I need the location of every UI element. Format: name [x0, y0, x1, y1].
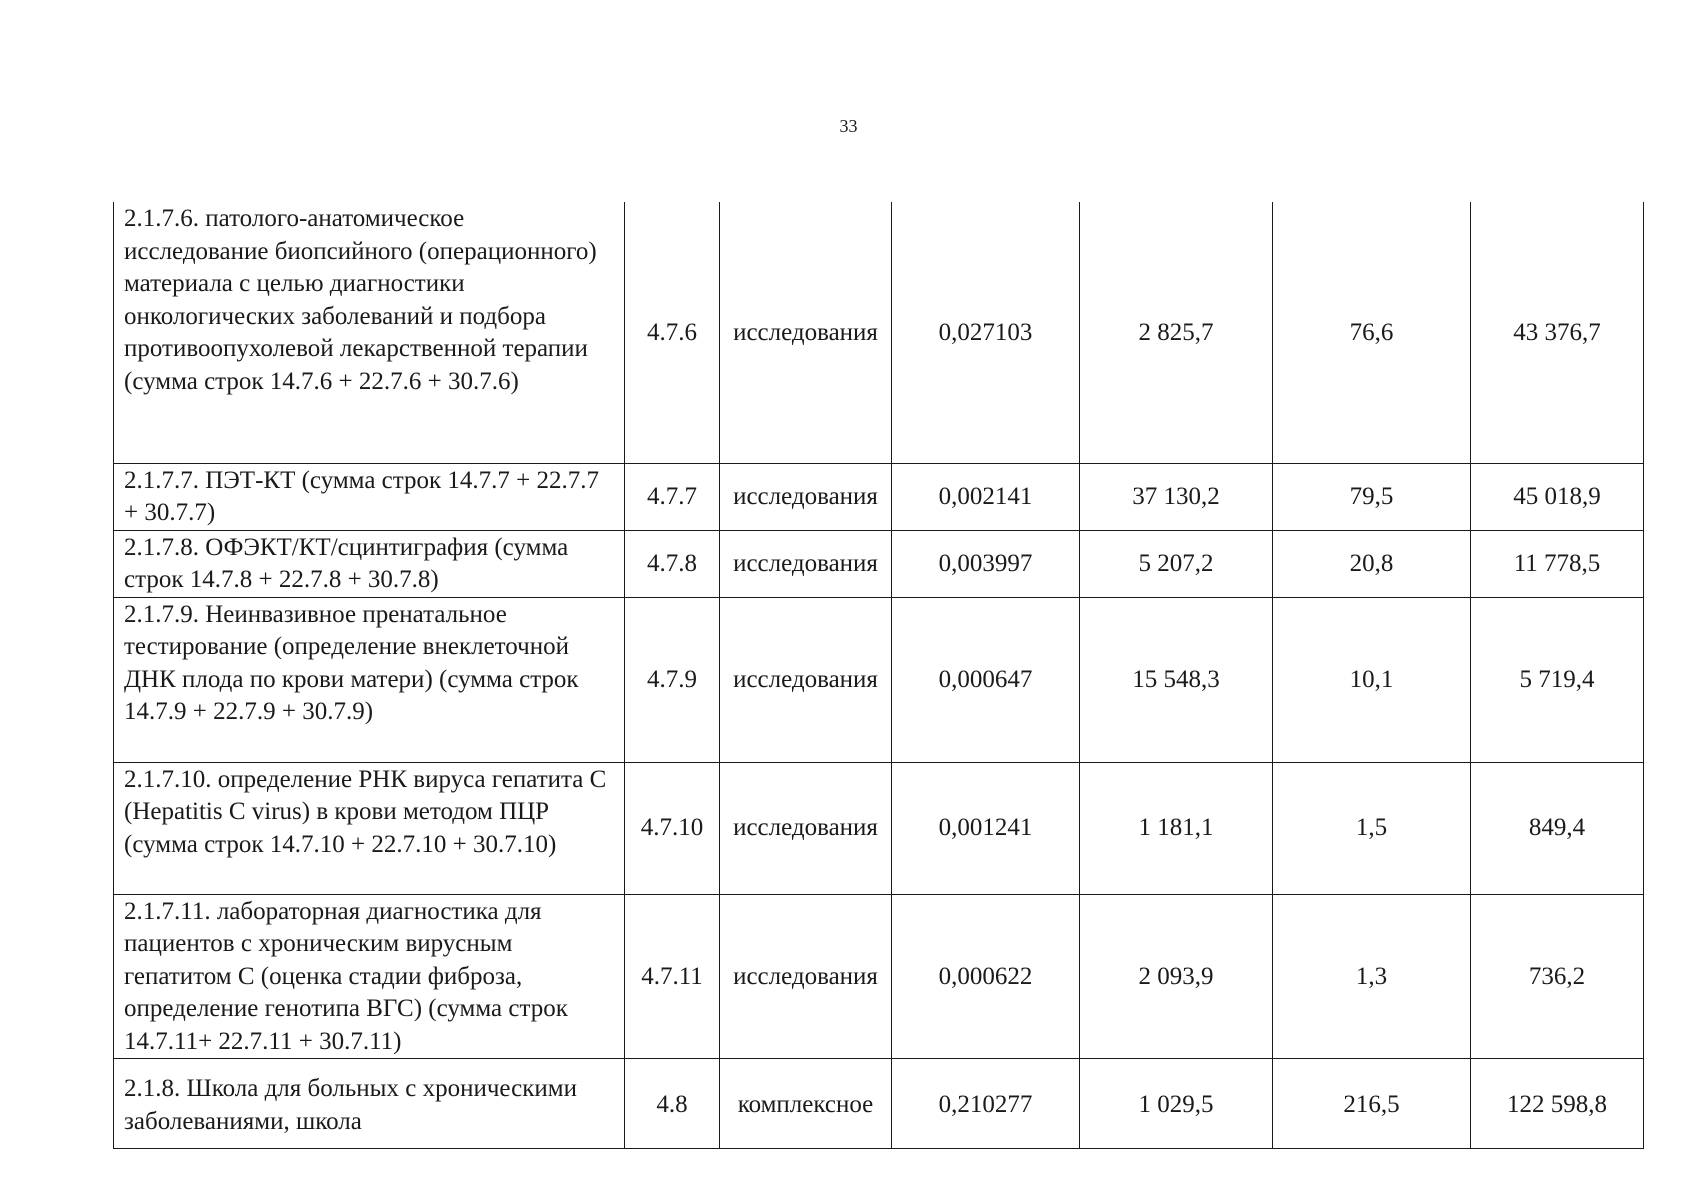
row-code: 4.7.7 [625, 463, 720, 530]
page-number: 33 [839, 116, 858, 136]
table-row [114, 762, 1644, 894]
row-unit: исследования [720, 597, 892, 762]
row-cost: 37 130,2 [1080, 463, 1273, 530]
row-code: 4.7.9 [625, 597, 720, 762]
row-unit: комплексное [720, 1059, 892, 1149]
row-code: 4.7.6 [625, 202, 720, 463]
row-per-capita: 76,6 [1273, 202, 1471, 463]
row-code: 4.7.8 [625, 530, 720, 597]
row-per-capita: 216,5 [1273, 1059, 1471, 1149]
table-row [114, 597, 1644, 762]
row-total: 122 598,8 [1471, 1059, 1644, 1149]
row-name: 2.1.7.9. Неинвазивное пренатальное тестирование (определение внеклеточной ДНК плода по крови матери) (сумма строк 14.7.9 + 22.7.9 + 30.7.9) [114, 597, 625, 762]
row-total: 849,4 [1471, 762, 1644, 894]
row-norm: 0,000622 [892, 894, 1080, 1059]
row-name: 2.1.7.8. ОФЭКТ/КТ/сцинтиграфия (сумма строк 14.7.8 + 22.7.8 + 30.7.8) [114, 530, 625, 597]
row-name: 2.1.7.10. определение РНК вируса гепатита С (Hepatitis C virus) в крови методом ПЦР (сумма строк 14.7.10 + 22.7.10 + 30.7.10) [114, 762, 625, 894]
row-unit: исследования [720, 894, 892, 1059]
row-unit: исследования [720, 762, 892, 894]
row-total: 11 778,5 [1471, 530, 1644, 597]
row-norm: 0,001241 [892, 762, 1080, 894]
table-row [114, 1059, 1644, 1149]
row-total: 736,2 [1471, 894, 1644, 1059]
row-code: 4.7.11 [625, 894, 720, 1059]
row-name: 2.1.7.6. патолого-анатомическое исследование биопсийного (операционного) материала с целью диагностики онкологических заболеваний и подбора противоопухолевой лекарственной терапии (сумма строк 14.7.6 + 22.7.6 + 30.7.6) [114, 202, 625, 463]
row-norm: 0,000647 [892, 597, 1080, 762]
row-unit: исследования [720, 463, 892, 530]
row-cost: 5 207,2 [1080, 530, 1273, 597]
row-norm: 0,003997 [892, 530, 1080, 597]
row-cost: 1 029,5 [1080, 1059, 1273, 1149]
row-cost: 2 093,9 [1080, 894, 1273, 1059]
table-row [114, 463, 1644, 530]
row-per-capita: 20,8 [1273, 530, 1471, 597]
row-name: 2.1.7.11. лабораторная диагностика для пациентов с хроническим вирусным гепатитом С (оценка стадии фиброза, определение генотипа ВГС) (сумма строк 14.7.11+ 22.7.11 + 30.7.11) [114, 894, 625, 1059]
row-cost: 2 825,7 [1080, 202, 1273, 463]
table-row [114, 530, 1644, 597]
table-row [114, 894, 1644, 1059]
data-table [113, 202, 1644, 1149]
row-per-capita: 1,5 [1273, 762, 1471, 894]
row-total: 43 376,7 [1471, 202, 1644, 463]
row-norm: 0,027103 [892, 202, 1080, 463]
row-cost: 15 548,3 [1080, 597, 1273, 762]
row-total: 5 719,4 [1471, 597, 1644, 762]
row-per-capita: 79,5 [1273, 463, 1471, 530]
row-cost: 1 181,1 [1080, 762, 1273, 894]
table-row [114, 202, 1644, 463]
row-per-capita: 1,3 [1273, 894, 1471, 1059]
row-norm: 0,002141 [892, 463, 1080, 530]
row-per-capita: 10,1 [1273, 597, 1471, 762]
row-name: 2.1.8. Школа для больных с хроническими заболеваниями, школа [114, 1059, 625, 1149]
row-code: 4.8 [625, 1059, 720, 1149]
row-total: 45 018,9 [1471, 463, 1644, 530]
row-name: 2.1.7.7. ПЭТ-КТ (сумма строк 14.7.7 + 22.7.7 + 30.7.7) [114, 463, 625, 530]
row-unit: исследования [720, 530, 892, 597]
row-code: 4.7.10 [625, 762, 720, 894]
row-unit: исследования [720, 202, 892, 463]
row-norm: 0,210277 [892, 1059, 1080, 1149]
